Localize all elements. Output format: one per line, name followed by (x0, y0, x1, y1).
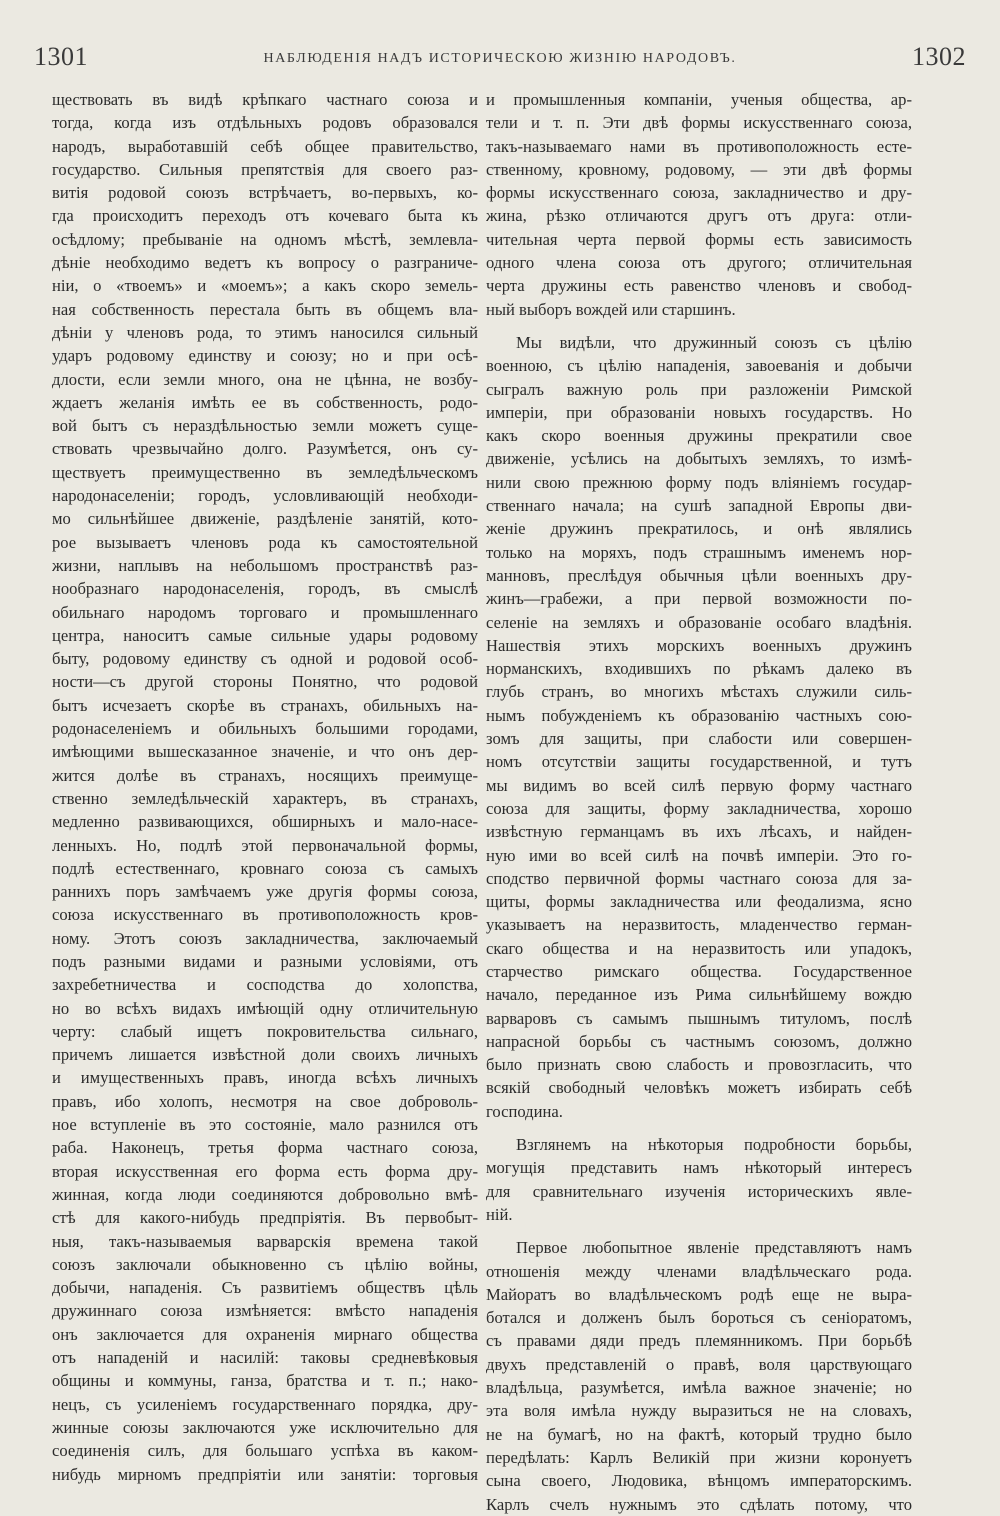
text-line: женіе дружинъ прекратилось, и онѣ являлись (486, 519, 912, 539)
text-line: извѣстную германцамъ въ ихъ лѣсахъ, и найден- (486, 822, 912, 842)
text-line: онъ заключается для охраненія мирнаго общества (52, 1324, 478, 1344)
text-line: скаго общества и на неразвитость или упадокъ, (486, 938, 912, 958)
text-line: черту: слабый ищетъ покровительства сильнаго, (52, 1021, 478, 1041)
text-line: родонаселеніемъ и обильныхъ большими городами, (52, 719, 478, 739)
text-line: длости, если земли много, она не цѣнна, не возбу- (52, 369, 478, 389)
text-line: витія родовой союзъ встрѣчаетъ, во-первыхъ, ко- (52, 183, 478, 203)
text-line: ственному, кровному, родовому, — эти двѣ формы (486, 159, 912, 179)
text-line: отношенія между членами владѣльческаго рода. (486, 1261, 912, 1281)
text-line: ствовать чрезвычайно долго. Разумѣется, онъ су- (52, 439, 478, 459)
text-line: захребетничества и сосподства до холопства, (52, 975, 478, 995)
text-line: Карлъ счелъ нужнымъ это сдѣлать потому, что (486, 1494, 912, 1514)
text-line: двухъ представленій о правѣ, воля царствующаго (486, 1354, 912, 1374)
text-line: ному. Этотъ союзъ закладничества, заключаемый (52, 928, 478, 948)
text-line: союза для защиты, форму закладничества, хорошо (486, 798, 912, 818)
text-line: ботался и долженъ былъ бороться съ сеніоратомъ, (486, 1308, 912, 1328)
text-line: щиты, формы закладничества или феодализма, ясно (486, 892, 912, 912)
text-line: соединенія силъ, для большаго успѣха въ каком- (52, 1441, 478, 1461)
text-line: ніи, о «твоемъ» и «моемъ»; а какъ скоро земель- (52, 276, 478, 296)
text-line: жинные союзы заключаются уже исключительно для (52, 1417, 478, 1437)
text-line: народъ, выработавшій себѣ общее правительство, (52, 136, 478, 156)
text-line: такъ-называемаго нами въ противоположность есте- (486, 136, 912, 156)
text-line: эта воля имѣла нужду выразиться не на словахъ, (486, 1401, 912, 1421)
page-header (34, 42, 966, 76)
text-line: добычи, нападенія. Съ развитіемъ обществъ цѣль (52, 1278, 478, 1298)
text-line: ственнаго начала; на сушѣ западной Европы дви- (486, 496, 912, 516)
text-line: ная собственность перестала быть въ общемъ вла- (52, 299, 478, 319)
text-line: начало, переданное изъ Рима сильнѣйшему вождю (486, 985, 912, 1005)
text-line: и имущественныхъ правъ, иногда всѣхъ личныхъ (52, 1068, 478, 1088)
text-line: варваровъ съ самымъ пышнымъ титуломъ, послѣ (486, 1008, 912, 1028)
text-line: нибудь мирномъ предпріятіи или занятіи: торговыя (52, 1464, 478, 1484)
text-line: нецъ, съ усиленіемъ государственнаго порядка, дру- (52, 1394, 478, 1414)
text-line: раннихъ поръ замѣчаемъ уже другія формы союза, (52, 882, 478, 902)
text-line: одного члена союза отъ другого; отличительная (486, 253, 912, 273)
text-line: раба. Наконецъ, третья форма частнаго союза, (52, 1138, 478, 1158)
text-line: передѣлать: Карлъ Великій при жизни коронуетъ (486, 1447, 912, 1467)
text-line: чительная черта первой формы есть зависимость (486, 229, 912, 249)
text-line: старчество римскаго общества. Государственное (486, 961, 912, 981)
text-line: государство. Сильныя препятствія для своего раз- (52, 159, 478, 179)
text-line: ленныхъ. Но, подлѣ этой первоначальной формы, (52, 835, 478, 855)
text-line: стѣ для какого-нибудь предпріятія. Въ первобыт- (52, 1208, 478, 1228)
text-line: вторая искусственная его форма есть форма дру- (52, 1161, 478, 1181)
text-line: дѣніи у членовъ рода, то этимъ наносился сильный (52, 322, 478, 342)
text-line: черта дружины есть равенство членовъ и свобод- (486, 276, 912, 296)
text-line: Первое любопытное явленіе представляютъ намъ (516, 1238, 912, 1258)
text-line: имѣющими вышесказанное значеніе, и что онъ дер- (52, 742, 478, 762)
text-line: и промышленныя компаніи, ученыя общества, ар- (486, 90, 912, 109)
paragraph-gap (486, 1123, 912, 1133)
text-line: норманскихъ, входившихъ по рѣкамъ далеко въ (486, 659, 912, 679)
text-line: рое вызываетъ членовъ рода къ самостоятельной (52, 532, 478, 552)
text-line: только на моряхъ, подъ страшнымъ именемъ нор- (486, 542, 912, 562)
text-line: всякій свободный человѣкъ можетъ избирать себѣ (486, 1078, 912, 1098)
text-line: бытъ исчезаетъ скорѣе въ странахъ, обильныхъ на- (52, 695, 478, 715)
text-line: тогда, когда изъ отдѣльныхъ родовъ образовался (52, 113, 478, 133)
text-line: манновъ, преслѣдуя обычныя цѣли военныхъ дру- (486, 565, 912, 585)
text-line: осѣдлому; пребываніе на одномъ мѣстѣ, землевла- (52, 229, 478, 249)
text-column-right (486, 88, 912, 1516)
text-line: ственно земледѣльческій характеръ, въ странахъ, (52, 788, 478, 808)
text-line: глубь странъ, во многихъ мѣстахъ служили силь- (486, 682, 912, 702)
text-line: не на бумагѣ, но на фактѣ, который трудно было (486, 1424, 912, 1444)
text-line: Майоратъ во владѣльческомъ родѣ еще не выра- (486, 1284, 912, 1304)
text-line: жина, рѣзко отличаются другъ отъ друга: отли- (486, 206, 912, 226)
text-line: было признать свою слабость и провозгласить, что (486, 1055, 912, 1075)
text-column-left (52, 88, 478, 1486)
text-line: военною, съ цѣлію нападенія, завоеванія и добычи (486, 356, 912, 376)
text-line: ударъ родовому единству и союзу; но и при осѣ- (52, 346, 478, 366)
text-line: ный выборъ вождей или старшинъ. (486, 299, 736, 319)
text-line: Нашествія этихъ морскихъ военныхъ дружинъ (486, 635, 912, 655)
page-number-right: 1302 (912, 42, 966, 71)
text-line: нили свою прежнюю форму подъ вліяніемъ государ- (486, 472, 912, 492)
text-line: ждаетъ желанія имѣть ее въ собственность, родо- (52, 392, 478, 412)
text-line: вой бытъ съ нераздѣльностью земли можетъ суще- (52, 416, 478, 436)
text-line: тели и т. п. Эти двѣ формы искусственнаго союза, (486, 113, 912, 133)
text-line: нообразнаго народонаселенія, городъ, въ смыслѣ (52, 579, 478, 599)
text-line: союза искусственнаго въ противоположность кров- (52, 905, 478, 925)
text-line: ныя, такъ-называемыя варварскія времена такой (52, 1231, 478, 1251)
text-line: жинная, когда люди соединяются добровольно вмѣ- (52, 1184, 478, 1204)
text-line: союзъ заключали обыкновенно съ цѣлію войны, (52, 1254, 478, 1274)
text-line: ности—съ другой стороны Понятно, что родовой (52, 672, 478, 692)
text-line: жинъ—грабежи, а при первой возможности по- (486, 589, 912, 609)
text-line: дѣніе необходимо ведетъ къ вопросу о разграниче- (52, 253, 478, 273)
text-line: сподство первичной формы частнаго союза для за- (486, 868, 912, 888)
text-line: для сравнительнаго изученія историческихъ явле- (486, 1181, 912, 1201)
text-line: медленно развивающихся, обширныхъ и мало-насе- (52, 812, 478, 832)
text-line: жизни, наплывъ на небольшомъ пространствѣ раз- (52, 555, 478, 575)
page-number-left: 1301 (34, 42, 88, 71)
text-line: селеніе на земляхъ и образованіе особаго владѣнія. (486, 612, 912, 632)
text-line: ществовать въ видѣ крѣпкаго частнаго союза и (52, 90, 478, 109)
text-line: имперіи, при образованіи новыхъ государствъ. Но (486, 402, 912, 422)
text-line: напрасной борьбы съ частнымъ союзомъ, должно (486, 1031, 912, 1051)
text-line: общины и коммуны, ганза, братства и т. п.; нако- (52, 1371, 478, 1391)
paragraph-gap (486, 321, 912, 331)
text-line: народонаселеніи; городъ, условливающій необходи- (52, 486, 478, 506)
text-line: отъ нападеній и насилій: таковы средневѣковыя (52, 1348, 478, 1368)
paragraph-gap (486, 1226, 912, 1236)
text-line: формы искусственнаго союза, закладничество и дру- (486, 183, 912, 203)
text-line: мо сильнѣйшее движеніе, раздѣленіе занятій, кото- (52, 509, 478, 529)
text-line: ществуетъ преимущественно въ земледѣльческомъ (52, 462, 478, 482)
text-line: причемъ лишается извѣстной доли своихъ личныхъ (52, 1045, 478, 1065)
text-line: дружиннаго союза измѣняется: вмѣсто нападенія (52, 1301, 478, 1321)
text-line: зомъ для защиты, при слабости или совершен- (486, 729, 912, 749)
text-line: гда происходитъ переходъ отъ кочеваго быта къ (52, 206, 478, 226)
text-line: быту, родовому единству съ одной и родовой особ- (52, 649, 478, 669)
running-title: НАБЛЮДЕНІЯ НАДЪ ИСТОРИЧЕСКОЮ ЖИЗНІЮ НАРОДОВЪ. (263, 51, 737, 66)
text-line: движеніе, усѣлись на добытыхъ земляхъ, то измѣ- (486, 449, 912, 469)
text-line: ній. (486, 1204, 513, 1224)
text-line: обильнаго народомъ торговаго и промышленнаго (52, 602, 478, 622)
text-line: могущія представить намъ нѣкоторый интересъ (486, 1158, 912, 1178)
text-line: ное вступленіе въ это состояніе, мало разнился отъ (52, 1115, 478, 1135)
text-line: Взглянемъ на нѣкоторыя подробности борьбы, (516, 1135, 912, 1155)
text-line: мы видимъ во всей силѣ первую форму частнаго (486, 775, 912, 795)
text-line: указываетъ на неразвитость, младенчество герман- (486, 915, 912, 935)
text-line: Мы видѣли, что дружинный союзъ съ цѣлію (516, 332, 912, 352)
text-line: но во всѣхъ видахъ имѣющій одну отличительную (52, 998, 478, 1018)
text-line: господина. (486, 1101, 563, 1121)
text-line: владѣльца, разумѣется, имѣла важное значеніе; но (486, 1378, 912, 1398)
text-line: сыгралъ важную роль при разложеніи Римской (486, 379, 912, 399)
text-line: подъ разными видами и разными условіями, отъ (52, 951, 478, 971)
text-line: жится долѣе въ странахъ, носящихъ преимуще- (52, 765, 478, 785)
text-line: нымъ побужденіемъ къ образованію частныхъ сою- (486, 705, 912, 725)
text-line: правъ, ибо холопъ, несмотря на свое доброволь- (52, 1091, 478, 1111)
text-line: съ правами дяди предъ племянникомъ. При борьбѣ (486, 1331, 912, 1351)
text-line: центра, наноситъ самые сильные удары родовому (52, 625, 478, 645)
text-line: какъ скоро военныя дружины прекратили свое (486, 426, 912, 446)
text-line: подлѣ естественнаго, кровнаго союза съ самыхъ (52, 858, 478, 878)
text-line: номъ отсутствіи защиты государственной, и тутъ (486, 752, 912, 772)
text-line: ную ими во всей силѣ на почвѣ имперіи. Это го- (486, 845, 912, 865)
text-line: сына своего, Людовика, вѣнцомъ императорскимъ. (486, 1471, 912, 1491)
